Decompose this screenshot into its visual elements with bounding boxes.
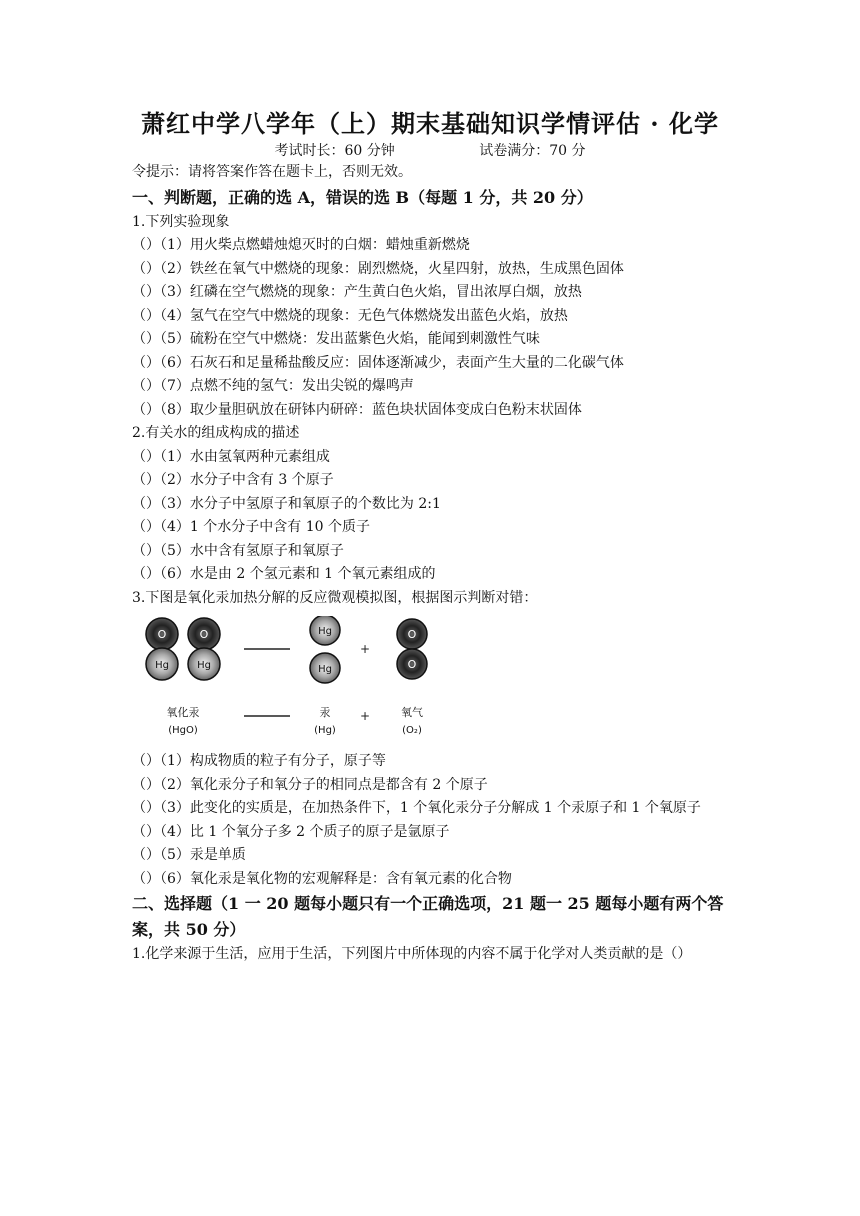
atom-label-hg: Hg — [318, 626, 332, 637]
exam-body — [132, 161, 732, 967]
exam-full-score: 试卷满分：70 分 — [479, 143, 586, 159]
q3-items — [132, 750, 732, 891]
atom-label-o: O — [199, 628, 209, 641]
q2-items — [132, 446, 732, 587]
list-item: （）（4）1 个水分子中含有 10 个质子 — [132, 519, 370, 535]
plus-sign: + — [359, 642, 371, 656]
section1-heading: 一、判断题，正确的选 A，错误的选 B（每题 1 分，共 20 分） — [132, 187, 593, 207]
product1-name: 汞 — [319, 706, 331, 719]
atom-label-o: O — [157, 628, 167, 641]
list-item: （）（6）氧化汞是氧化物的宏观解释是：含有氧元素的化合物 — [132, 870, 512, 887]
list-item: （）（3）此变化的实质是，在加热条件下，1 个氧化汞分子分解成 1 个汞原子和 1 个氧原子 — [132, 800, 701, 816]
q2-stem: 2.有关水的组成构成的描述 — [132, 425, 300, 441]
notice: 令提示：请将答案作答在题卡上，否则无效。 — [132, 164, 412, 180]
product2-formula: (O₂) — [402, 725, 422, 736]
list-item: （）（1）水由氢氧两种元素组成 — [132, 448, 330, 465]
list-item: （）（1）用火柴点燃蜡烛熄灭时的白烟：蜡烛重新燃烧 — [132, 237, 470, 253]
list-item: （）（3）红磷在空气燃烧的现象：产生黄白色火焰，冒出浓厚白烟，放热 — [132, 284, 582, 300]
atom-label-hg: Hg — [155, 660, 169, 671]
exam-duration: 考试时长：60 分钟 — [274, 143, 395, 159]
list-item: （）（2）铁丝在氧气中燃烧的现象：剧烈燃烧，火星四射，放热，生成黑色固体 — [132, 260, 624, 277]
list-item: （）（4）比 1 个氧分子多 2 个质子的原子是氩原子 — [132, 823, 450, 840]
reactant-formula: (HgO) — [168, 725, 198, 736]
list-item: （）（6）水是由 2 个氢元素和 1 个氧元素组成的 — [132, 566, 436, 582]
product1-formula: (Hg) — [314, 725, 336, 736]
list-item: （）（5）水中含有氢原子和氧原子 — [132, 542, 344, 559]
plus-sign: + — [359, 709, 371, 723]
atom-label-o: O — [407, 658, 417, 671]
product2-name: 氧气 — [401, 706, 423, 719]
list-item: （）（7）点燃不纯的氢气：发出尖锐的爆鸣声 — [132, 378, 414, 394]
hg-atoms — [310, 616, 340, 683]
atom-label-o: O — [407, 628, 417, 641]
section2-heading: 二、选择题（1 一 20 题每小题只有一个正确选项，21 题一 25 题每小题有两个答案，共 50 分） — [132, 894, 724, 939]
list-item: （）（4）氢气在空气中燃烧的现象：无色气体燃烧发出蓝色火焰，放热 — [132, 307, 568, 324]
list-item: （）（5）硫粉在空气中燃烧：发出蓝紫色火焰，能闻到刺激性气味 — [132, 331, 540, 347]
atom-label-hg: Hg — [318, 664, 332, 675]
o2-molecule — [397, 619, 427, 679]
list-item: （）（6）石灰石和足量稀盐酸反应：固体逐渐减少，表面产生大量的二化碳气体 — [132, 354, 624, 371]
mercury-oxide-decomposition-figure — [140, 616, 440, 744]
list-item: （）（2）氧化汞分子和氧分子的相同点是都含有 2 个原子 — [132, 776, 488, 793]
q1-stem: 1.下列实验现象 — [132, 213, 230, 230]
reaction-diagram — [132, 616, 732, 744]
hgo-molecule-1 — [146, 618, 178, 680]
reactant-name: 氧化汞 — [166, 706, 200, 719]
q3-stem: 3.下图是氧化汞加热分解的反应微观模拟图，根据图示判断对错： — [132, 589, 538, 606]
section2-q1: 1.化学来源于生活，应用于生活，下列图片中所体现的内容不属于化学对人类贡献的是（） — [132, 946, 692, 962]
list-item: （）（1）构成物质的粒子有分子，原子等 — [132, 753, 386, 769]
list-item: （）（5）汞是单质 — [132, 847, 246, 863]
page-title: 萧红中学八学年（上）期末基础知识学情评估 · 化学 — [140, 109, 720, 138]
hgo-molecule-2 — [188, 618, 220, 680]
list-item: （）（2）水分子中含有 3 个原子 — [132, 472, 334, 488]
list-item: （）（8）取少量胆矾放在研钵内研碎：蓝色块状固体变成白色粉末状固体 — [132, 401, 582, 418]
list-item: （）（3）水分子中氢原子和氧原子的个数比为 2:1 — [132, 495, 441, 512]
q1-items — [132, 234, 732, 422]
atom-label-hg: Hg — [197, 660, 211, 671]
exam-meta — [0, 140, 860, 160]
